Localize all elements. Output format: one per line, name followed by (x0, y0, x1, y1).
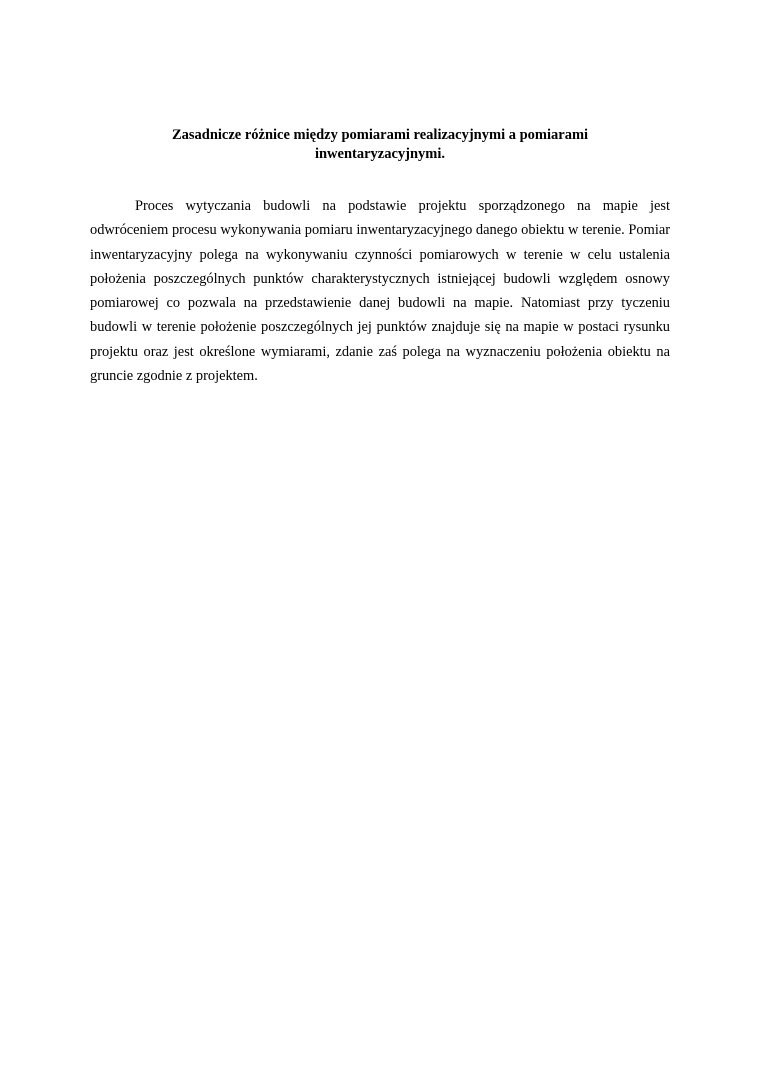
document-title (90, 126, 670, 164)
title-line-2: inwentaryzacyjnymi. (314, 146, 446, 162)
body-paragraph: Proces wytyczania budowli na podstawie projektu sporządzonego na mapie jest odwróceniem procesu wykonywania pomiaru inwentaryzacyjnego danego obiektu w terenie. Pomiar inwentaryzacyjny polega na wykonywaniu czynności pomiarowych w terenie w celu ustalenia położenia poszczególnych punktów charakterystycznych istniejącej budowli względem osnowy pomiarowej co pozwala na przedstawienie danej budowli na mapie. Natomiast przy tyczeniu budowli w terenie położenie poszczególnych jej punktów znajduje się na mapie w postaci rysunku projektu oraz jest określone wymiarami, zdanie zaś polega na wyznaczeniu położenia obiektu na gruncie zgodnie z projektem. (90, 198, 670, 385)
title-line-1: Zasadnicze różnice między pomiarami realizacyjnymi a pomiarami (171, 127, 589, 143)
